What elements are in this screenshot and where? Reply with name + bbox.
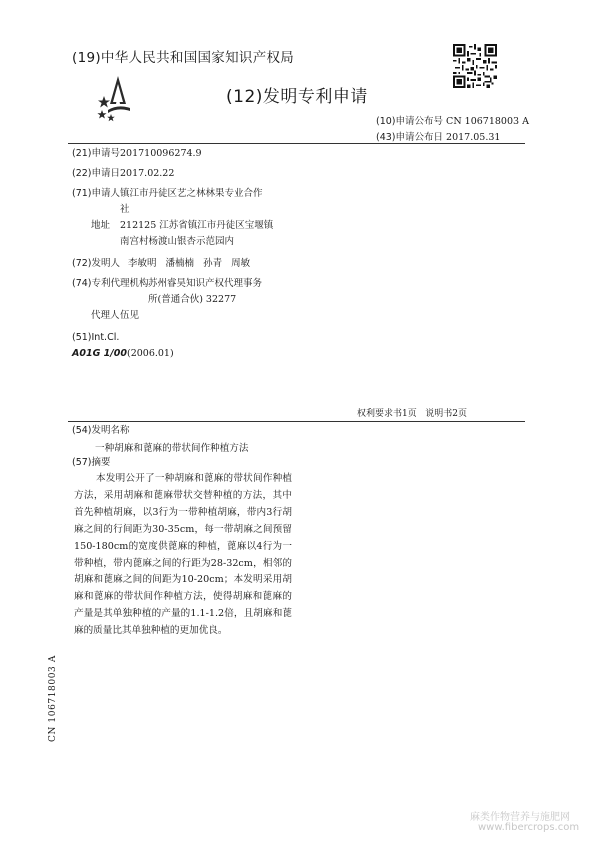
applicant-address: 地址 212125 江苏省镇江市丹徒区宝堰镇 南宫村杨渡山银杏示范园内 [91, 220, 274, 247]
invention-title-label: (54)发明名称 [72, 425, 130, 436]
patent-agency: (74)专利代理机构 苏州睿昊知识产权代理事务 所(普通合伙) 32277 [72, 278, 263, 305]
ipc-classification: A01G 1/00(2006.01) [72, 348, 174, 359]
application-number: (21)申请号 201710096274.9 [72, 148, 202, 159]
applicant: (71)申请人 镇江市丹徒区艺之林林果专业合作 社 [72, 188, 263, 215]
abstract-divider [68, 421, 525, 422]
cnipa-emblem-icon [96, 74, 140, 122]
header-divider [68, 143, 525, 144]
patent-agent: 代理人 伍见 [91, 310, 140, 321]
abstract-label: (57)摘要 [72, 457, 111, 468]
document-type-title: (12)发明专利申请 [226, 87, 368, 107]
publication-date: (43)申请公布日 2017.05.31 [376, 132, 501, 143]
invention-title: 一种胡麻和蓖麻的带状间作种植方法 [95, 443, 249, 454]
watermark-url: www.fibercrops.com [478, 822, 580, 833]
qr-code-icon [453, 44, 497, 88]
inventors: (72)发明人 李敏明 潘楠楠 孙青 周敏 [72, 258, 251, 269]
publication-number: (10)申请公布号 CN 106718003 A [376, 116, 529, 127]
ipc-label: (51)Int.Cl. [72, 332, 120, 343]
office-title: (19)中华人民共和国国家知识产权局 [72, 50, 295, 66]
page-count-info: 权利要求书1页 说明书2页 [357, 409, 468, 419]
application-date: (22)申请日 2017.02.22 [72, 168, 175, 179]
abstract-text: 本发明公开了一种胡麻和蓖麻的带状间作种植方法，采用胡麻和蓖麻带状交替种植的方法，其中首先种植胡麻，以3行为一带种植胡麻，带内3行胡麻之间的行间距为30-35cm，每一带胡麻之间预留150-180cm的宽度供蓖麻的种植，蓖麻以4行为一带种植，带内蓖麻之间的行距为28-32cm，相邻的胡麻和蓖麻之间的间距为10-20cm；本发明采用胡麻和蓖麻的带状间作种植方法，使得胡麻和蓖麻的产量是其单独种植的产量的1.1-1.2倍，且胡麻和蓖麻的质量比其单独种植的更加优良。 [74, 473, 292, 637]
side-publication-number: CN 106718003 A [48, 655, 58, 742]
watermark-site-name: 麻类作物营养与施肥网 [470, 812, 570, 823]
